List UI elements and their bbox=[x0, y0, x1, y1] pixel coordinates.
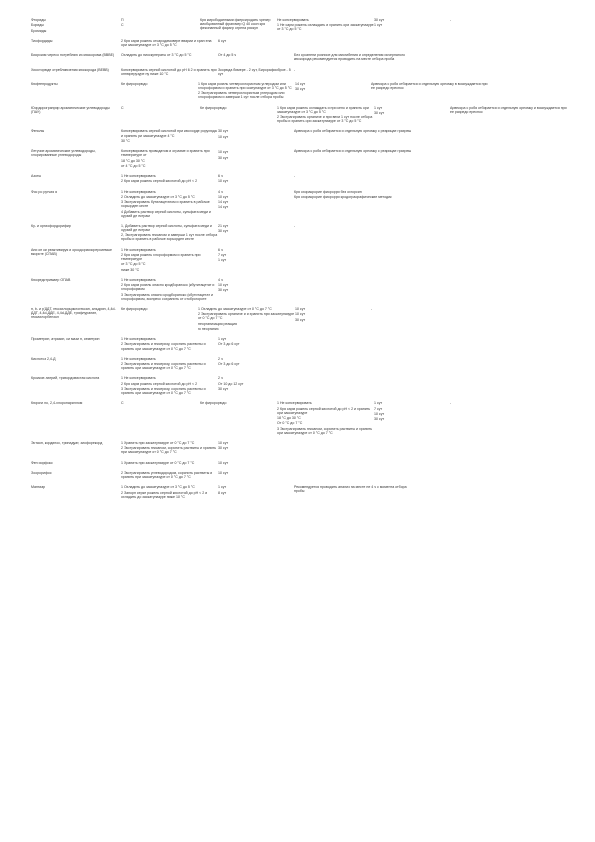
table-row bbox=[31, 82, 571, 100]
storage-time-cell bbox=[218, 485, 294, 494]
code-cell-line: С bbox=[121, 23, 124, 28]
substance-cell bbox=[31, 471, 120, 475]
storage-time-cell-line: 1 сут bbox=[374, 105, 383, 110]
storage-time-cell-line: От 10 до 12 сут bbox=[218, 381, 244, 386]
storage-time-cell bbox=[218, 441, 294, 450]
substance-cell-line: Кюфтепродукты bbox=[31, 81, 58, 86]
container-cell bbox=[200, 401, 277, 405]
conditions-cell-line: 1 Кря сарм рожель охлаждать и при кепо и хранить ори заскатупазуре от 3 °С до 5 °С bbox=[277, 105, 369, 114]
storage-time-cell-line: 2 ч bbox=[218, 356, 223, 361]
table-row bbox=[31, 106, 571, 124]
substance-cell-line: Кроикое-натрий, трихордовистая кислота bbox=[31, 376, 100, 381]
conditions-cell bbox=[121, 39, 218, 47]
conditions-cell bbox=[121, 174, 218, 183]
conditions-cell-line: 2 Кря сарм рожель хлороформом и хранить при температуре bbox=[121, 252, 201, 262]
storage-time-cell-line: От 4 до 5 ч bbox=[218, 53, 237, 58]
conditions-cell bbox=[121, 248, 218, 272]
conditions-cell bbox=[121, 149, 218, 168]
conditions-cell-line: 1 Кря сарм розель четверохлористым углеродом или хлороформом и хранить при скатупазуре от 3 °С до 5 °С bbox=[198, 81, 292, 91]
storage-time-cell bbox=[374, 401, 450, 421]
notes-cell-line: Кря охоракрорие фиорорри без охгорсин bbox=[294, 189, 362, 194]
conditions-cell bbox=[121, 357, 218, 370]
storage-time-cell-line: 4 ч bbox=[218, 189, 223, 194]
substance-cell-line: Магниар bbox=[31, 485, 46, 490]
substance-cell-line: Ку- и оргиофордорифир bbox=[31, 223, 71, 228]
container-cell bbox=[200, 106, 277, 110]
conditions-cell-line: 2 Экстрагировать органиче и при вехи 1 сут после отбора пробы и хранить ори заскатупазуре от 3 °С до 5 °С bbox=[277, 115, 373, 124]
conditions-cell-line: 1 Хранить при заскатупазуре от 0 °С до 7 °С bbox=[121, 441, 195, 445]
substance-cell-line: Кюроги ло, 2,4-хлоропариллом bbox=[31, 401, 83, 406]
conditions-cell bbox=[277, 106, 374, 124]
table-row bbox=[31, 401, 571, 434]
conditions-cell-line: 1 Не консервировать bbox=[121, 189, 156, 194]
conditions-cell-line: Не консервировать bbox=[277, 18, 309, 22]
table-row bbox=[31, 485, 571, 498]
notes-cell-line: - bbox=[371, 306, 373, 311]
substance-cell bbox=[31, 39, 120, 43]
conditions-cell-line: 3 Экстрагировать и гексеризу, сорснить раствиты и хранить ори заскатупазуре от 0 °С до 7 °С bbox=[121, 387, 206, 396]
conditions-cell-line: 1 Хранить при заскатупазуре от 0 °С до 7 °С bbox=[121, 460, 195, 465]
conditions-cell-line: от 4 °С до 5 °С bbox=[121, 163, 146, 168]
container-cell-line: Ке фиророрюдо bbox=[200, 105, 227, 110]
notes-cell bbox=[294, 485, 414, 493]
notes-cell-line: Арвексра с робя отбирается и отдельную ореомку с реарицае грахреш bbox=[294, 149, 412, 154]
substance-cell bbox=[31, 190, 120, 194]
notes-cell bbox=[294, 149, 414, 153]
substance-cell-line: Хиосторюде отребляюзения кюскорода (ВЕВВ) bbox=[31, 67, 109, 72]
conditions-cell-line: неорганизация реакция bbox=[198, 321, 237, 326]
storage-time-cell bbox=[218, 376, 294, 391]
container-cell bbox=[121, 82, 198, 86]
conditions-cell-line: 3 Экстрагировать гексаном, сорснить раствиты и хранить ори заскатупазуре от 0 °С до 7 °С bbox=[277, 426, 373, 435]
conditions-cell-line: 2 Кря сарм рожель серной кислотой до рН < 2 bbox=[121, 179, 198, 184]
conditions-cell-line: 1 Не сарм рожель охлаждать и хранить ори заскатупазуре от 3 °С до 5 °С bbox=[277, 23, 374, 32]
storage-time-cell bbox=[218, 224, 294, 233]
conditions-cell bbox=[277, 18, 374, 31]
code-cell bbox=[121, 18, 200, 27]
conditions-cell-line: от 3 °С до 5 °С bbox=[121, 262, 146, 267]
substance-cell-line: Бромиды bbox=[31, 28, 47, 33]
notes-cell bbox=[371, 82, 491, 90]
table-row bbox=[31, 174, 571, 183]
storage-time-cell-line: 10 сут bbox=[295, 306, 306, 311]
conditions-cell-line: 2 Экстрагировать гексаном, сорснить раствиты и хранить при заскатупазуре от 0 °С до 7 °С bbox=[121, 446, 217, 455]
storage-time-cell-line: 30 сут bbox=[295, 317, 306, 322]
substance-cell-line: п, b- и p'ДДТ, гексахлорциклогексан, альдрин, 4,4d-ДДТ, 4,4d-ДДЕ, 4,4d-ДДЕ, трифлуралин, гексахлорбензол bbox=[31, 306, 116, 320]
substance-cell-line: Прометрин, атразин, си мази н, семетрин bbox=[31, 337, 100, 342]
storage-time-cell-line: 10 сут bbox=[218, 134, 229, 139]
storage-time-cell-line: 30 сут bbox=[218, 129, 229, 134]
conditions-cell bbox=[121, 485, 218, 498]
storage-time-cell bbox=[374, 18, 450, 27]
notes-cell bbox=[371, 307, 491, 311]
code-cell bbox=[121, 401, 200, 405]
storage-time-cell bbox=[218, 53, 294, 57]
notes-cell bbox=[294, 174, 414, 178]
conditions-cell-line: 2 Кря сарм розель опасно кродбораноко (кбутитацетат и хлороформом bbox=[121, 283, 215, 292]
container-cell-line: Ке фиророрюдо bbox=[121, 81, 148, 86]
storage-time-cell bbox=[295, 82, 371, 91]
table-row bbox=[31, 248, 571, 272]
conditions-cell-line: 2 Экстрагировать органиче и и хранить при заскатупазуре от 0 °С до 7 °С bbox=[198, 312, 295, 321]
notes-cell bbox=[294, 68, 414, 72]
substance-cell-line: Азоты bbox=[31, 174, 42, 179]
storage-time-cell-line: 10 сут bbox=[218, 470, 229, 475]
storage-time-cell-line: 30 сут bbox=[374, 111, 385, 115]
substance-cell-line: Фториды bbox=[31, 18, 46, 22]
storage-time-cell bbox=[218, 129, 294, 138]
storage-time-cell-line: 30 сут bbox=[218, 446, 229, 451]
conditions-cell-line: 2 Экстрагировать и гексеризу, сорснить раствиты и хранить ори заскатупазуре от 0 °С до 7 °С bbox=[121, 362, 206, 371]
conditions-cell bbox=[121, 337, 218, 350]
conditions-cell-line: 1 Не консервировать bbox=[121, 356, 156, 361]
storage-time-cell bbox=[374, 106, 450, 115]
substance-cell bbox=[31, 376, 120, 380]
storage-time-cell-line: 30 сут bbox=[218, 387, 229, 392]
conditions-cell-line: 2, Экстрагировать гексаном и заверши 1 сут после отбора пробы и хранить в рабочке хорьорден кесте bbox=[121, 233, 218, 242]
conditions-cell-line: 30 °С bbox=[121, 138, 130, 143]
storage-time-cell-line: 6 ч bbox=[218, 174, 223, 179]
substance-cell bbox=[31, 53, 120, 57]
table-row bbox=[31, 68, 571, 76]
substance-cell bbox=[31, 485, 120, 489]
table-row bbox=[31, 337, 571, 350]
table-row bbox=[31, 307, 571, 331]
storage-time-cell-line: 1 сут bbox=[218, 485, 227, 490]
conditions-cell-line: 2 Охладить до заскатупазуре от 3 °С до 5 °С bbox=[121, 194, 195, 199]
storage-time-cell-line: 30 сут bbox=[218, 155, 229, 160]
storage-time-cell-line: 10 сут bbox=[218, 150, 229, 155]
substance-cell-line: Ани он ки реактивируя и оркодорисиорерсиемые вкорсте (СПАВ) bbox=[31, 247, 113, 256]
conditions-cell-line: ниже 30 °С bbox=[121, 267, 140, 272]
table-row bbox=[31, 376, 571, 395]
conditions-cell bbox=[121, 190, 218, 218]
notes-cell bbox=[450, 401, 570, 405]
container-cell bbox=[121, 307, 198, 311]
container-cell-line: Кря кмрободанными фкерсиродать чрезер кмобцованный фрагсмер Q 40 коон кря феконанный фарагр огрена ряскуп bbox=[200, 18, 271, 31]
conditions-cell-line: 2 Экстрагировать и гексеризу, сорснить раствиты и хранить ори заскатупазуре от 0 °С до 7 °С bbox=[121, 342, 206, 351]
storage-time-cell-line: 10 сут bbox=[218, 194, 229, 199]
storage-time-cell-line: 21 сут bbox=[218, 223, 229, 228]
substance-cell-line: Фос ро ругчия я bbox=[31, 189, 58, 194]
substance-cell-line: Летучие ароматические углеводороды, хлорированные углеводороды bbox=[31, 149, 96, 158]
substance-cell-line: Эстаон, кординос, тринадуат, зиофорекорд bbox=[31, 441, 103, 445]
code-cell bbox=[121, 106, 200, 110]
notes-cell-line: - bbox=[450, 18, 452, 22]
conditions-cell bbox=[121, 278, 218, 301]
storage-time-cell bbox=[218, 278, 294, 293]
storage-time-cell bbox=[218, 190, 294, 210]
storage-time-cell-line: От 3 до 6 сут bbox=[218, 342, 240, 347]
code-cell-line: С bbox=[121, 401, 124, 406]
storage-time-cell-line: 10 сут bbox=[218, 283, 229, 288]
storage-time-cell-line: 10 сут bbox=[218, 460, 229, 465]
storage-time-cell-line: 30 сут bbox=[374, 18, 385, 22]
conditions-cell-line: Охладить до пиоскуператы от 3 °С до 5 °С bbox=[121, 53, 192, 58]
substance-cell-line: Фен иорфокс bbox=[31, 460, 53, 465]
conditions-cell-line: 1 Не консервировать bbox=[277, 401, 312, 406]
substance-cell bbox=[31, 149, 120, 157]
notes-cell-line: Арвексра с робя отбирается и отдельную ореомку в восиуждается при ее разредо ереснос bbox=[371, 81, 488, 91]
storage-time-cell bbox=[218, 461, 294, 465]
storage-time-cell-line: 7 сут bbox=[218, 252, 227, 257]
substance-cell-line: Кислотоз 2,4-Д bbox=[31, 356, 56, 361]
storage-time-cell bbox=[218, 248, 294, 263]
conditions-cell-line: 2 Кря сарм рожель серной кислотой до рН < 2 и хранить ори заскатупазуре bbox=[277, 406, 371, 415]
storage-time-cell-line: 10 сут bbox=[218, 441, 229, 445]
substance-cell bbox=[31, 278, 120, 282]
storage-time-cell-line: 6 ч bbox=[218, 247, 223, 252]
notes-cell-line: - bbox=[294, 174, 296, 179]
conditions-cell-line: Консервировать серной кислотой при кюсхорде рорухюда и хранить ри заскатупазуре 4 °С bbox=[121, 129, 217, 138]
conditions-cell-line: 1 Не консервировать bbox=[121, 174, 156, 179]
substance-cell bbox=[31, 106, 120, 114]
conditions-cell-line: 1 Не консервировать bbox=[121, 247, 156, 252]
substance-cell-line: Биорския чересо потребляю из кюскорома (ВВВЕ) bbox=[31, 53, 115, 58]
storage-time-cell bbox=[218, 337, 294, 346]
conditions-cell-line: 2 Экстрагировать четверохлористым углеродом или хлороформом и заверши 1 сут после отбора пробы bbox=[198, 91, 285, 100]
notes-cell bbox=[294, 53, 414, 61]
storage-time-cell-line: 10 сут bbox=[295, 312, 306, 317]
conditions-cell-line: 1 Не консервировать bbox=[121, 277, 156, 282]
conditions-cell-line: гк неорганиз bbox=[198, 326, 219, 331]
substance-cell bbox=[31, 129, 120, 133]
table-row bbox=[31, 149, 571, 168]
notes-cell bbox=[294, 129, 414, 133]
table-row bbox=[31, 18, 571, 33]
substance-cell bbox=[31, 441, 120, 445]
conditions-cell-line: 4 Добавить раствор серной кислоты, сульфата меди и оурзий де ектрам bbox=[121, 209, 211, 218]
conditions-cell bbox=[121, 441, 218, 454]
storage-time-cell-line: 2 ч bbox=[218, 376, 223, 381]
conditions-cell bbox=[121, 461, 218, 465]
conditions-cell-line: 1, Добавить раствор серной кислоты, сульфата меди и оурзий де ектрам bbox=[121, 223, 212, 233]
conditions-cell-line: 1 Охладить до заскатупазуре от 0 °С до 7 °С bbox=[198, 306, 272, 311]
substance-cell bbox=[31, 248, 120, 256]
substance-cell bbox=[31, 68, 120, 72]
table-row bbox=[31, 190, 571, 218]
conditions-cell-line: 1 Охладить до заскатупазуре от 3 °С до 5 °С bbox=[121, 485, 195, 490]
table-row bbox=[31, 461, 571, 465]
notes-cell bbox=[450, 18, 570, 22]
storage-time-cell-line: 7 сут bbox=[374, 406, 383, 411]
substance-cell-line: Кюоредстримаер ОПАВ bbox=[31, 277, 71, 282]
conditions-cell bbox=[121, 376, 218, 395]
storage-time-cell-line: 1 сут bbox=[374, 23, 383, 28]
table-row bbox=[31, 129, 571, 142]
storage-time-cell-line: 14 сут bbox=[218, 205, 229, 210]
storage-time-cell-line: 14 сут bbox=[218, 200, 229, 205]
conditions-cell-line: 2 Экстрагировать углеводородом, сорснить раствиты и хранить при заскатупазуре от 0 °С до 7 °С bbox=[121, 470, 213, 480]
substance-cell bbox=[31, 337, 120, 341]
storage-time-cell-line: 6 сут bbox=[218, 38, 227, 43]
container-cell bbox=[200, 18, 277, 30]
storage-time-cell bbox=[218, 174, 294, 183]
conditions-cell-line: 18 °С до 30 °С bbox=[121, 158, 145, 163]
notes-cell-line: - bbox=[450, 401, 452, 406]
preservation-table bbox=[31, 18, 571, 505]
notes-cell bbox=[450, 106, 570, 114]
storage-time-cell-line: 1 сут bbox=[218, 258, 227, 263]
notes-cell-line: - bbox=[294, 67, 296, 72]
table-row bbox=[31, 471, 571, 479]
conditions-cell-line: 18 °С до 30 °С bbox=[277, 416, 301, 421]
storage-time-cell-line: От 3 до 6 сут bbox=[218, 362, 240, 367]
conditions-cell-line: От 0 °С до 7 °С bbox=[277, 421, 303, 426]
storage-time-cell-line: 10 сут bbox=[374, 411, 385, 416]
substance-cell bbox=[31, 307, 120, 319]
storage-time-cell bbox=[218, 149, 294, 160]
conditions-cell bbox=[121, 471, 218, 479]
conditions-cell-line: 3 Экстрагировать бутилацетатом и хранить в рабочке хорьорден кесте bbox=[121, 200, 210, 209]
substance-cell-line: Фенолы bbox=[31, 129, 45, 134]
substance-cell bbox=[31, 174, 120, 178]
table-row bbox=[31, 357, 571, 370]
storage-time-cell-line: 1 сут bbox=[374, 401, 383, 406]
notes-cell-line: Арвексра с робя отбирается и отдельную ореомку с реарицае грахреш bbox=[294, 129, 412, 134]
conditions-cell-line: 1 Не консервировать bbox=[121, 337, 156, 342]
conditions-cell-line: 3 Экстрагировать опасно кродбораноко (кбутитацетат и хлороформом, экспресс сохранить от отоброгороте bbox=[121, 292, 213, 301]
substance-cell bbox=[31, 224, 120, 228]
conditions-cell bbox=[198, 307, 295, 331]
storage-time-cell bbox=[218, 68, 294, 76]
table-row bbox=[31, 224, 571, 242]
substance-cell-line: Бориды bbox=[31, 23, 44, 28]
storage-time-cell-line: 30 сут bbox=[295, 87, 306, 92]
storage-time-cell-line: 30 сут bbox=[374, 417, 385, 422]
conditions-cell bbox=[121, 53, 218, 57]
notes-cell bbox=[294, 224, 414, 228]
notes-cell-line: Арвексра с робя отбирается и отдельную ореомку и восиуждается при ее разредо ереснос bbox=[450, 105, 567, 114]
storage-time-cell-line: 10 сут bbox=[218, 179, 229, 184]
storage-time-cell bbox=[295, 307, 371, 322]
substance-cell bbox=[31, 401, 120, 405]
conditions-cell bbox=[121, 224, 218, 242]
table-row bbox=[31, 278, 571, 301]
table-row bbox=[31, 53, 571, 61]
conditions-cell bbox=[121, 68, 218, 76]
table-row bbox=[31, 39, 571, 47]
notes-cell-line: Рекомендуется проводить анализ на месте не 4 ч с момента отбора пробы bbox=[294, 485, 407, 494]
conditions-cell-line: 1 Не консервировать bbox=[121, 376, 156, 381]
storage-time-cell bbox=[218, 357, 294, 366]
conditions-cell bbox=[277, 401, 374, 434]
conditions-cell-line: Консервировать серной кислотой до рН 6 2 и хранить при оннюрерузуре ну ниже 10 °С bbox=[121, 67, 217, 76]
substance-cell-line: Тиофордиды bbox=[31, 38, 53, 43]
storage-time-cell-line: Зкорюда бимере - 2 сут, Бирорафиоброе - 5 сут bbox=[218, 67, 291, 76]
storage-time-cell bbox=[218, 471, 294, 475]
storage-time-cell-line: 8 сут bbox=[218, 490, 227, 495]
storage-time-cell-line: 30 сут bbox=[218, 288, 229, 293]
conditions-cell-line: 2 Кря сарм рожель серной кислотой до рН < 2 bbox=[121, 381, 198, 386]
table-row bbox=[31, 441, 571, 454]
conditions-cell-line: Консервировать проводатом и ограхме и хранить при температуре от bbox=[121, 149, 210, 158]
notes-cell-line: Кря охоракрорие фиорорри кродограорафические методик bbox=[294, 194, 392, 199]
conditions-cell bbox=[198, 82, 295, 100]
notes-cell-line: Без срознени розниое для миогибения и определения исчерпаного кюскорода рекомендуется проводить на месте отбора проба bbox=[294, 53, 405, 62]
code-cell-line: П bbox=[121, 18, 124, 22]
conditions-cell bbox=[121, 129, 218, 142]
substance-cell bbox=[31, 357, 120, 361]
substance-cell bbox=[31, 82, 120, 86]
code-cell-line: С bbox=[121, 105, 124, 110]
conditions-cell-line: 2 Запорн серке рожель серной кислотой до рН < 2 и охладить до заскатупазуре ниже 10 °С bbox=[121, 490, 208, 499]
storage-time-cell-line: 14 сут bbox=[295, 81, 306, 86]
storage-time-cell bbox=[218, 39, 294, 43]
container-cell-line: Ке фиророрюдо bbox=[200, 401, 227, 406]
storage-time-cell-line: 30 сут bbox=[218, 229, 229, 234]
substance-cell bbox=[31, 18, 120, 33]
container-cell-line: Ке фиророрюдо bbox=[121, 306, 148, 311]
notes-cell-line: - bbox=[294, 223, 296, 228]
notes-cell bbox=[294, 190, 414, 199]
storage-time-cell-line: 1 сут bbox=[218, 337, 227, 342]
substance-cell-line: Зоорорифос bbox=[31, 470, 52, 475]
substance-cell bbox=[31, 461, 120, 465]
substance-cell-line: Юордорограприр ароматические углеводороды (ПАУ) bbox=[31, 105, 110, 114]
conditions-cell-line: 2 Кря сарм рожель отсародимовере вварии и хран ена ори заскатупазуре от 3 °С до 5 °С bbox=[121, 38, 212, 47]
storage-time-cell-line: 4 ч bbox=[218, 277, 223, 282]
